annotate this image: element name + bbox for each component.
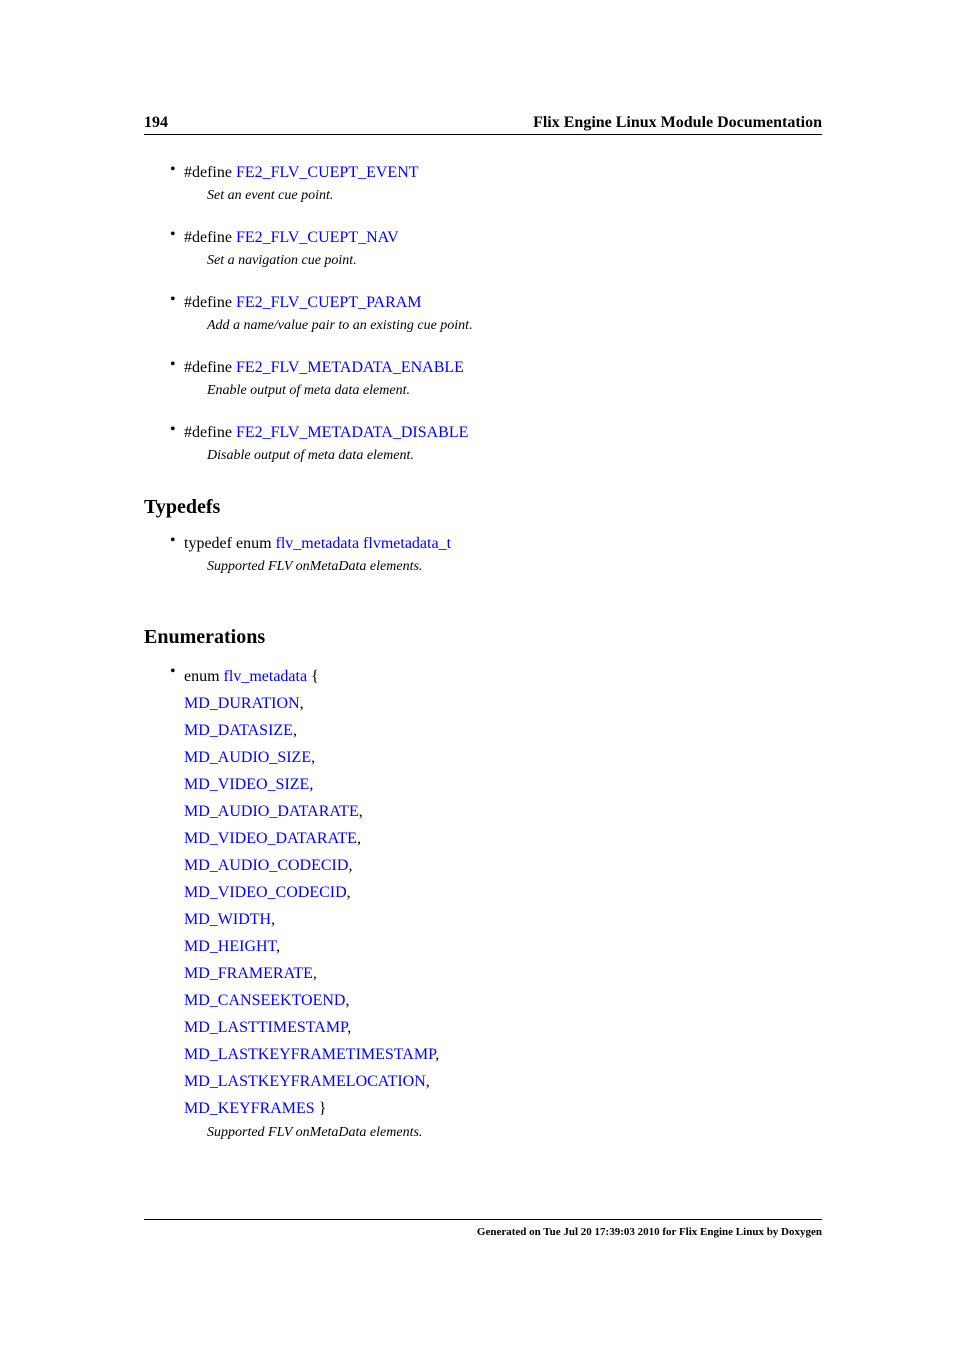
define-link[interactable]: FE2_FLV_CUEPT_PARAM xyxy=(235,294,422,311)
define-description: Set a navigation cue point. xyxy=(207,253,357,268)
define-description: Enable output of meta data element. xyxy=(207,383,410,398)
typedef-name-link[interactable]: flvmetadata_t xyxy=(363,535,452,552)
define-link[interactable]: FE2_FLV_METADATA_DISABLE xyxy=(235,424,469,441)
document-title: Flix Engine Linux Module Documentation xyxy=(533,114,822,131)
bullet: • xyxy=(170,663,176,680)
bullet: • xyxy=(170,421,176,438)
enum-value-link[interactable]: MD_HEIGHT xyxy=(184,938,277,955)
enum-value-link[interactable]: MD_DATASIZE xyxy=(184,722,293,739)
list-item xyxy=(144,161,822,205)
list-item xyxy=(144,356,822,400)
define-description: Set an event cue point. xyxy=(207,188,334,203)
define-description: Disable output of meta data element. xyxy=(207,448,414,463)
list-item xyxy=(144,532,822,576)
bullet: • xyxy=(170,226,176,243)
close-brace: } xyxy=(318,1100,327,1117)
open-brace: { xyxy=(311,668,319,685)
enum-value-link[interactable]: MD_VIDEO_CODECID xyxy=(184,884,347,901)
define-keyword: #define xyxy=(184,424,232,441)
footer-text: Generated on Tue Jul 20 17:39:03 2010 for Flix Engine Linux by Doxygen xyxy=(476,1226,822,1238)
typedef-type-link[interactable]: flv_metadata xyxy=(275,535,360,552)
define-keyword: #define xyxy=(184,359,232,376)
enum-value-link[interactable]: MD_KEYFRAMES xyxy=(184,1100,315,1117)
enumerations-heading: Enumerations xyxy=(144,626,266,648)
page-footer xyxy=(144,1219,822,1238)
typedef-list xyxy=(144,532,822,576)
define-description: Add a name/value pair to an existing cue point. xyxy=(207,318,473,333)
page-number: 194 xyxy=(144,114,168,131)
enum-value-link[interactable]: MD_VIDEO_SIZE xyxy=(184,776,310,793)
enum-value-link[interactable]: MD_AUDIO_SIZE xyxy=(184,749,312,766)
page-header xyxy=(144,112,822,135)
enum-value-link[interactable]: MD_LASTTIMESTAMP xyxy=(184,1019,348,1036)
enum-value-link[interactable]: MD_LASTKEYFRAMETIMESTAMP xyxy=(184,1046,436,1063)
list-item xyxy=(144,226,822,270)
enum-value-link[interactable]: MD_DURATION xyxy=(184,695,300,712)
define-link[interactable]: FE2_FLV_CUEPT_EVENT xyxy=(235,164,419,181)
enum-value-link[interactable]: MD_VIDEO_DATARATE xyxy=(184,830,357,847)
list-item xyxy=(144,291,822,335)
list-item xyxy=(144,421,822,465)
bullet: • xyxy=(170,356,176,373)
define-keyword: #define xyxy=(184,164,232,181)
main-content xyxy=(144,161,822,1142)
define-link[interactable]: FE2_FLV_METADATA_ENABLE xyxy=(235,359,464,376)
list-item: • enum flv_metadata { MD_DURATION, MD_DATASIZE, MD_AUDIO_SIZE, MD_VIDEO_SIZE, MD_AUDIO_DATARATE, MD_VIDEO_DATARATE, MD_AUDIO_CODECID, MD_VIDEO_CODECID, MD_WIDTH, MD_HEIGHT, MD_FRAMERATE, MD_CANSEEKTOEND, MD_LASTTIMESTAMP, MD_LASTKEYFRAMETIMESTAMP, MD_LASTKEYFRAMELOCATION, MD_KEYFRAMES } Supported FLV onMetaData elements. xyxy=(144,663,822,1142)
enum-value-link[interactable]: MD_LASTKEYFRAMELOCATION xyxy=(184,1073,426,1090)
typedef-description: Supported FLV onMetaData elements. xyxy=(207,559,423,574)
enum-name-link[interactable]: flv_metadata xyxy=(223,668,308,685)
typedefs-heading: Typedefs xyxy=(144,496,221,518)
enum-value-link[interactable]: MD_CANSEEKTOEND xyxy=(184,992,346,1009)
typedef-keyword: typedef enum xyxy=(184,535,272,552)
enum-value-link[interactable]: MD_WIDTH xyxy=(184,911,272,928)
enum-list xyxy=(144,663,822,1142)
enum-description: Supported FLV onMetaData elements. xyxy=(207,1125,423,1140)
enum-value-link[interactable]: MD_AUDIO_CODECID xyxy=(184,857,349,874)
bullet: • xyxy=(170,291,176,308)
define-keyword: #define xyxy=(184,229,232,246)
bullet: • xyxy=(170,161,176,178)
define-keyword: #define xyxy=(184,294,232,311)
enum-keyword: enum xyxy=(184,668,220,685)
enum-value-link[interactable]: MD_AUDIO_DATARATE xyxy=(184,803,359,820)
bullet: • xyxy=(170,532,176,549)
define-link[interactable]: FE2_FLV_CUEPT_NAV xyxy=(235,229,399,246)
enum-value-link[interactable]: MD_FRAMERATE xyxy=(184,965,313,982)
define-list xyxy=(144,161,822,465)
